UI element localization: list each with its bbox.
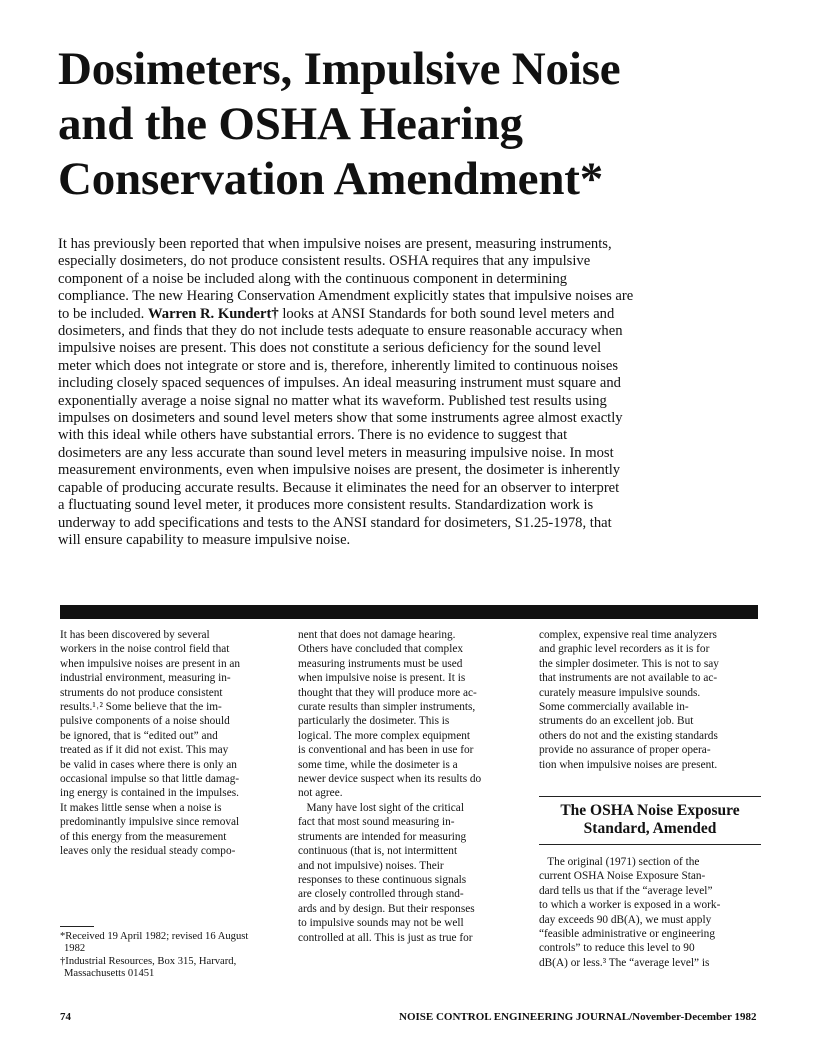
abstract-line: It has previously been reported that when impulsive noises are present, measuring instruments, — [58, 236, 612, 252]
title-line: Conservation Amendment* — [58, 153, 604, 205]
abstract-line: including closely spaced sequences of impulses. An ideal measuring instrument must square and — [58, 375, 621, 392]
abstract-line-author — [58, 306, 758, 323]
body-line: current OSHA Noise Exposure Stan- — [539, 870, 706, 883]
body-line: be valid in cases where there is only an — [60, 758, 237, 771]
abstract-line: with this ideal while others have substantial errors. There is no evidence to suggest that — [58, 427, 568, 444]
abstract-line-suffix: looks at ANSI Standards for both sound level meters and — [282, 305, 615, 322]
footnotes — [60, 931, 280, 981]
body-line: Others have concluded that complex — [298, 643, 464, 656]
article-title — [58, 42, 778, 207]
body-line: pulsive components of a noise should — [60, 715, 230, 728]
section-heading-rule — [539, 844, 761, 845]
footnote-line: *Received 19 April 1982; revised 16 August — [60, 931, 249, 942]
body-line: results.¹˒² Some believe that the im- — [60, 701, 222, 714]
body-line: others do not and the existing standards — [539, 729, 718, 742]
body-line: struments do not produce consistent — [60, 686, 223, 699]
section-divider-bar — [60, 605, 758, 619]
body-line: of this energy from the measurement — [60, 830, 227, 843]
body-line: ards and by design. But their responses — [298, 902, 475, 915]
abstract-line: exponentially average a noise signal no matter what its waveform. Published test results using — [58, 392, 607, 409]
body-column-3 — [539, 628, 754, 772]
journal-footer: NOISE CONTROL ENGINEERING JOURNAL/November-December 1982 — [399, 1011, 757, 1023]
footnote-line: †Industrial Resources, Box 315, Harvard, — [60, 955, 237, 967]
body-line: occasional impulse so that little damag- — [60, 773, 240, 786]
body-line: dard tells us that if the “average level” — [539, 884, 713, 897]
abstract-line-prefix: to be included. — [58, 305, 145, 322]
title-line: Dosimeters, Impulsive Noise — [58, 43, 621, 95]
footnote-line: 1982 — [64, 943, 86, 955]
body-column-2 — [298, 628, 513, 945]
section-heading — [539, 802, 761, 838]
abstract-line: impulsive noises are present. This does not constitute a serious deficiency for the sound level — [58, 340, 602, 357]
section-heading-line: Standard, Amended — [583, 820, 717, 837]
abstract-line: measurement environments, even when impulsive noises are present, the dosimeter is inherently — [58, 462, 621, 479]
body-line: logical. The more complex equipment — [298, 729, 471, 742]
body-line: be ignored, that is “edited out” and — [60, 729, 218, 742]
body-line: struments do an excellent job. But — [539, 715, 694, 728]
body-line: complex, expensive real time analyzers — [539, 629, 717, 641]
body-line: responses to these continuous signals — [298, 873, 467, 886]
body-line: dB(A) or less.³ The “average level” is — [539, 956, 710, 969]
section-heading-rule — [539, 796, 761, 797]
body-line: curate results than simpler instruments, — [298, 701, 476, 714]
abstract-line: capable of producing accurate results. Because it eliminates the need for an observer to interpret — [58, 479, 620, 496]
body-line: thought that they will produce more ac- — [298, 686, 477, 699]
body-line: the simpler dosimeter. This is not to say — [539, 657, 719, 670]
body-line: industrial environment, measuring in- — [60, 672, 231, 685]
body-line: tion when impulsive noises are present. — [539, 758, 718, 771]
title-line: and the OSHA Hearing — [58, 98, 523, 150]
body-column-1 — [60, 628, 275, 859]
body-line: and graphic level recorders as it is for — [539, 643, 710, 656]
section-heading-line: The OSHA Noise Exposure — [560, 802, 740, 819]
body-line: treated as if it did not exist. This may — [60, 744, 229, 757]
body-line: struments are intended for measuring — [298, 830, 467, 843]
body-line: fact that most sound measuring in- — [298, 816, 455, 829]
body-line: day exceeds 90 dB(A), we must apply — [539, 913, 712, 926]
body-line: predominantly impulsive since removal — [60, 816, 240, 829]
body-line: “feasible administrative or engineering — [539, 928, 715, 941]
body-column-3-continued — [539, 855, 761, 970]
page-number: 74 — [60, 1011, 71, 1023]
body-line: nent that does not damage hearing. — [298, 629, 456, 641]
body-line: measuring instruments must be used — [298, 657, 463, 670]
abstract-line: meter which does not integrate or store and is, therefore, inherently limited to continuous noises — [58, 357, 619, 374]
abstract-line: especially dosimeters, do not produce consistent results. OSHA requires that any impulsive — [58, 253, 591, 270]
body-line: controlled at all. This is just as true for — [298, 931, 473, 944]
body-line: ing energy is contained in the impulses. — [60, 787, 239, 800]
footnote-separator — [60, 926, 94, 927]
abstract-line: component of a noise be included along with the continuous component in determining — [58, 270, 568, 287]
body-line: It makes little sense when a noise is — [60, 801, 222, 814]
body-line: particularly the dosimeter. This is — [298, 715, 450, 728]
abstract-line: dosimeters are any less accurate than sound level meters in measuring impulsive noise. In most — [58, 444, 614, 461]
body-line: workers in the noise control field that — [60, 643, 230, 656]
footnote-line: Massachusetts 01451 — [64, 968, 155, 980]
abstract-line: compliance. The new Hearing Conservation Amendment explicitly states that impulsive noises are — [58, 288, 634, 305]
body-line: is conventional and has been in use for — [298, 744, 474, 757]
body-line: some time, while the dosimeter is a — [298, 758, 458, 771]
body-line: leaves only the residual steady compo- — [60, 845, 236, 858]
body-line: controls” to reduce this level to 90 — [539, 942, 695, 955]
body-line: are closely controlled through stand- — [298, 888, 464, 901]
abstract-line: impulses on dosimeters and sound level meters show that some instruments agree almost exactly — [58, 410, 623, 427]
body-line: newer device suspect when its results do — [298, 773, 482, 786]
body-line: Many have lost sight of the critical — [298, 801, 464, 814]
body-line: It has been discovered by several — [60, 629, 210, 641]
body-line: The original (1971) section of the — [539, 856, 700, 868]
abstract-line: a fluctuating sound level meter, it produces more consistent results. Standardization work is — [58, 497, 594, 514]
author-name: Warren R. Kundert† — [147, 305, 279, 322]
body-line: to impulsive sounds may not be well — [298, 917, 464, 930]
abstract — [58, 236, 758, 549]
body-line: when impulsive noises are present in an — [60, 657, 241, 670]
abstract-line: underway to add specifications and tests to the ANSI standard for dosimeters, S1.25-1978, that — [58, 514, 612, 531]
body-line: provide no assurance of proper opera- — [539, 744, 711, 757]
body-line: curately measure impulsive sounds. — [539, 686, 701, 699]
body-line: to which a worker is exposed in a work- — [539, 899, 721, 912]
abstract-line: will ensure capability to measure impulsive noise. — [58, 531, 351, 548]
body-line: when impulsive noise is present. It is — [298, 672, 466, 685]
body-line: and not impulsive) noises. Their — [298, 859, 444, 872]
abstract-line: dosimeters, and finds that they do not include tests adequate to ensure reasonable accuracy when — [58, 323, 623, 340]
body-line: that instruments are not available to ac- — [539, 672, 718, 685]
body-line: Some commercially available in- — [539, 701, 689, 714]
body-line: continuous (that is, not intermittent — [298, 845, 458, 858]
body-line: not agree. — [298, 787, 343, 800]
